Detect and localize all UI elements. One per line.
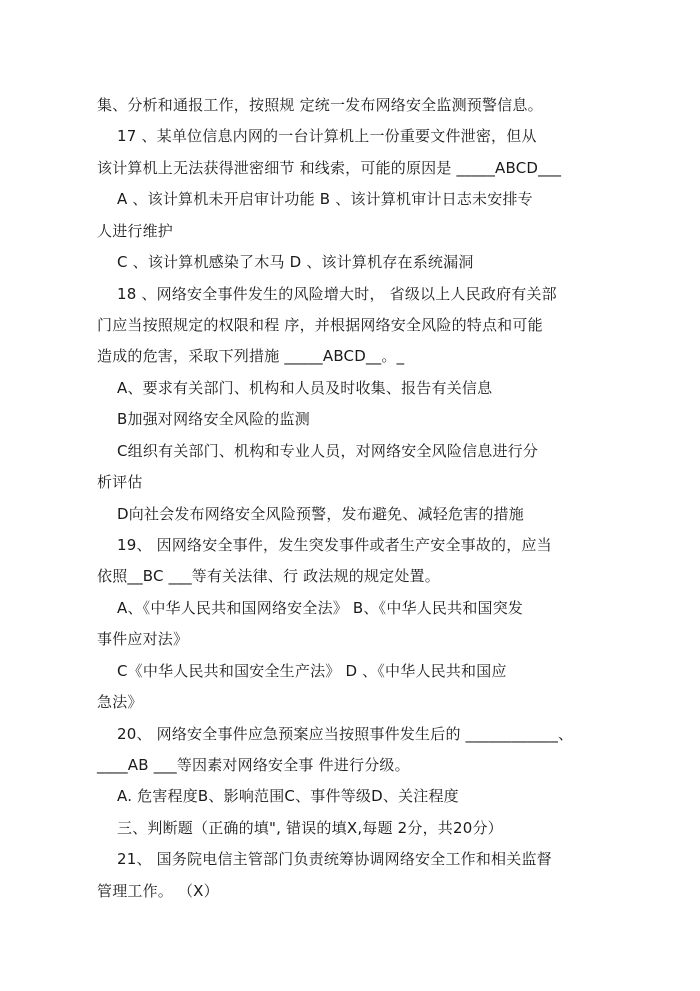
text-line: 集、分析和通报工作，按照规 定统一发布网络安全监测预警信息。 — [97, 96, 543, 114]
text-line: 析评估 — [97, 473, 143, 491]
text-line: 急法》 — [97, 693, 143, 711]
section-heading: 三、判断题（正确的填", 错误的填X,每题 2分，共20分） — [117, 819, 503, 837]
option-line: B加强对网络安全风险的监测 — [117, 410, 310, 428]
text-line: 依照__BC ___等有关法律、行 政法规的规定处置。 — [97, 567, 440, 585]
text-line: 人进行维护 — [97, 222, 174, 240]
option-line: C《中华人民共和国安全生产法》 D 、《中华人民共和国应 — [117, 662, 507, 680]
question-21: 21、 国务院电信主管部门负责统筹协调网络安全工作和相关监督 — [117, 850, 552, 868]
question-20: 20、 网络安全事件应急预案应当按照事件发生后的 ____________、 — [117, 725, 574, 743]
text-line: 门应当按照规定的权限和程 序，并根据网络安全风险的特点和可能 — [97, 316, 543, 334]
text-line: 事件应对法》 — [97, 630, 189, 648]
option-line: A. 危害程度B、影响范围C、事件等级D、关注程度 — [117, 787, 459, 805]
question-19: 19、 因网络安全事件，发生突发事件或者生产安全事故的，应当 — [117, 536, 552, 554]
option-line: C组织有关部门、机构和专业人员，对网络安全风险信息进行分 — [117, 442, 539, 460]
text-line: 管理工作。 （X） — [97, 882, 219, 900]
option-line: A、要求有关部门、机构和人员及时收集、报告有关信息 — [117, 379, 493, 397]
option-line: A、《中华人民共和国网络安全法》 B、《中华人民共和国突发 — [117, 599, 524, 617]
option-line: A 、该计算机未开启审计功能 B 、该计算机审计日志未安排专 — [117, 190, 533, 208]
text-line: 该计算机上无法获得泄密细节 和线索，可能的原因是 _____ABCD___ — [97, 159, 562, 177]
text-line: 造成的危害，采取下列措施 _____ABCD__。_ — [97, 347, 405, 365]
question-18: 18 、网络安全事件发生的风险增大时， 省级以上人民政府有关部 — [117, 285, 557, 303]
option-line: C 、该计算机感染了木马 D 、该计算机存在系统漏洞 — [117, 253, 474, 271]
question-17: 17 、某单位信息内网的一台计算机上一份重要文件泄密，但从 — [117, 127, 537, 145]
option-line: D向社会发布网络安全风险预警，发布避免、减轻危害的措施 — [117, 505, 524, 523]
text-line: ____AB ___等因素对网络安全事 件进行分级。 — [97, 756, 410, 774]
